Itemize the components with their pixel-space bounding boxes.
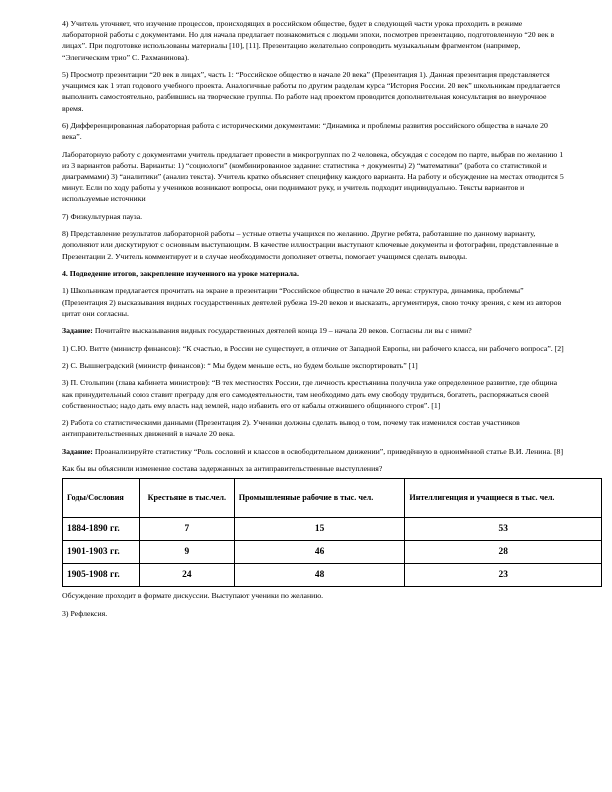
quote-stolypin: 3) П. Столыпин (глава кабинета министров): “В тех местностях России, где личность крестьянина получила уже определенное развитие, где община как принудительный союз ставит преграду для его самодеятельности, там необходимо дать ему свободу трудиться, богатеть, распоряжаться своей собственностью; надо дать ему власть над землей, надо избавить его от кабалы отжившего общинного строя”. [1] [62, 378, 558, 410]
paragraph-step-6: 6) Дифференцированная лабораторная работа с историческими документами: “Динамика и проблемы развития российского общества в начале 20 века”. [62, 121, 548, 142]
table-cell-peasants: 9 [139, 541, 234, 564]
table-header-cell: Крестьяне в тыс.чел. [139, 479, 234, 518]
table-header-cell: Интеллигенция и учащиеся в тыс. чел. [405, 479, 602, 518]
task-2-text: Проанализируйте статистику “Роль сословий и классов в освободительном движении”, приведённую в одноимённой статье В.И. Ленина. [8] [92, 446, 564, 456]
table-cell-peasants: 24 [139, 564, 234, 587]
table-row [63, 541, 602, 564]
table-cell-intelligentsia: 28 [405, 541, 602, 564]
table-row [63, 518, 602, 541]
table-row [63, 564, 602, 587]
paragraph-step-5: 5) Просмотр презентации “20 век в лицах”, часть 1: “Российское общество в начале 20 века” (Презентация 1). Данная презентация представляется учащимся как 1 этап годового учебного проекта. Аналогичные работы по другим разделам курса “История России. 20 век” школьникам предлагается выполнить самостоятельно, разбившись на творческие группы. По работе над проектом проводится дополнительная консультация во внеурочное время. [62, 70, 561, 113]
paragraph-step-7: 7) Физкультурная пауза. [62, 211, 143, 221]
table-cell-years: 1884-1890 гг. [63, 518, 140, 541]
quote-witte: 1) С.Ю. Витте (министр финансов): “К счастью, в России не существует, в отличие от Западной Европы, ни рабочего класса, ни рабочего вопроса”. [2] [62, 343, 564, 353]
paragraph-step-8: 8) Представление результатов лабораторной работы – устные ответы учащихся по желанию. Другие ребята, работавшие по данному варианту, дополняют или дискутируют с основным выступающим. В качестве иллюстрации выступают ключевые документы и фотографии, представленные в Презентации 2. Учитель комментирует и в случае необходимости дополняет ответы, помогает учащимся сделать выводы. [62, 229, 559, 261]
table-cell-intelligentsia: 53 [405, 518, 602, 541]
task-2-label: Задание: [62, 446, 93, 456]
question-text: Как бы вы объяснили изменение состава задержанных за антиправительственные выступления? [62, 464, 383, 474]
table-cell-years: 1901-1903 гг. [63, 541, 140, 564]
discussion-note: Обсуждение проходит в формате дискуссии. Выступают ученики по желанию. [62, 591, 324, 601]
table-cell-years: 1905-1908 гг. [63, 564, 140, 587]
paragraph-step-4: 4) Учитель уточняет, что изучение процессов, происходящих в российском обществе, будет в следующей части урока проходить в режиме лабораторной работы с документами. Но для начала предлагает познакомиться с людьми эпохи, посмотрев презентацию, подготовленную “20 век в лицах”. При подготовке использованы материалы [10], [11]. Презентацию желательно сопроводить музыкальным фрагментом (например, “Элегическим трио” С. Рахманинова). [62, 19, 555, 62]
paragraph-reflection: 3) Рефлексия. [62, 608, 108, 618]
table-header-cell: Промышленные рабочие в тыс. чел. [234, 479, 405, 518]
task-1-label: Задание: [62, 326, 93, 336]
task-1 [62, 325, 564, 336]
paragraph-lab-work: Лабораторную работу с документами учитель предлагает провести в микрогруппах по 2 человека, обсуждая с соседом по парте, выбрав по желанию 1 из 3 вариантов работы. Варианты: 1) “социологи” (комбинированное задание: статистика + документы) 2) “математики” (работа со статистикой и диаграммами) 3) “аналитики” (анализ текста). Учитель кратко объясняет специфику каждого варианта. На работу и обсуждение на местах отводится 5 минут. Если по ходу работы у учеников возникают вопросы, они поднимают руку, и учитель подходит индивидуально. Тексты вариантов и используемые источники [62, 149, 564, 204]
table-cell-peasants: 7 [139, 518, 234, 541]
table-cell-intelligentsia: 23 [405, 564, 602, 587]
task-2 [62, 446, 564, 457]
table-header-cell: Годы/Сословия [63, 479, 140, 518]
table-cell-workers: 48 [234, 564, 405, 587]
statistics-table [62, 478, 602, 587]
section-heading-summary: 4. Подведение итогов, закрепление изученного на уроке материала. [62, 268, 299, 278]
paragraph-summary-1: 1) Школьникам предлагается прочитать на экране в презентации “Российское общество в начале 20 века: структура, динамика, проблемы” (Презентация 2) высказывания видных государственных деятелей рубежа 19-20 веков и высказать, аргументируя, свою точку зрения, с кем из авторов цитат они согласны. [62, 286, 562, 318]
task-1-text: Почитайте высказывания видных государственных деятелей конца 19 – начала 20 веков. Согласны ли вы с ними? [92, 326, 472, 336]
paragraph-summary-2: 2) Работа со статистическими данными (Презентация 2). Ученики должны сделать вывод о том, почему так изменился состав участников антиправительственных движений в начале 20 века. [62, 418, 520, 439]
quote-vyshnegradsky: 2) С. Вышнеградский (министр финансов): “ Мы будем меньше есть, но будем больше экспортировать” [1] [62, 360, 418, 370]
table-cell-workers: 46 [234, 541, 405, 564]
table-header-row [63, 479, 602, 518]
table-cell-workers: 15 [234, 518, 405, 541]
